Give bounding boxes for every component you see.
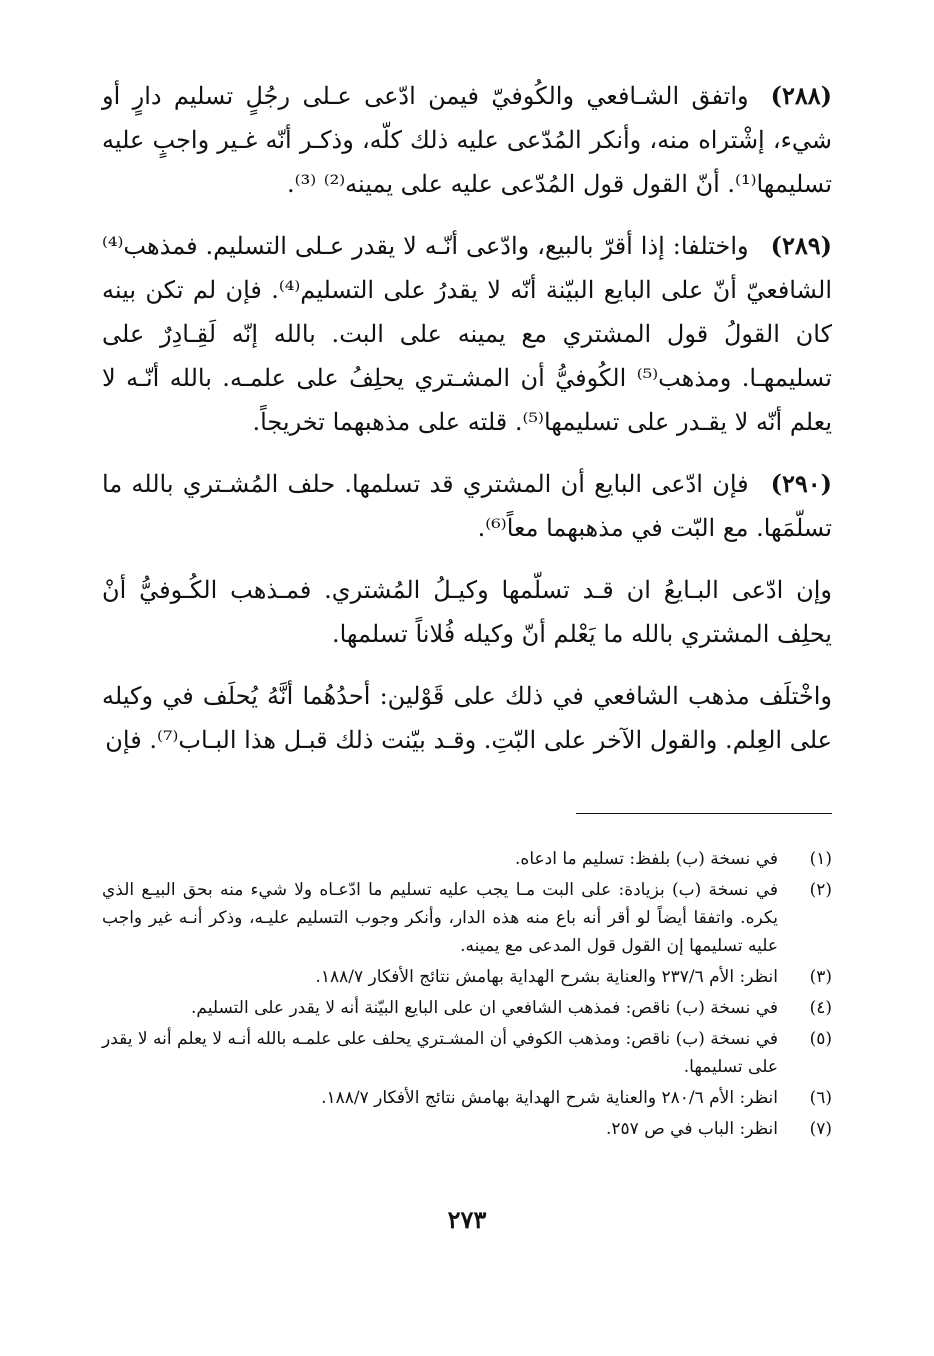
page-number: ٢٧٣ <box>447 1205 487 1234</box>
paragraph-number: (٢٨٨) <box>770 81 832 110</box>
footnote-text: في نسخة (ب) بزيادة: على البت مـا يجب عليه تسليم ما ادّعـاه ولا شيء منه بحق البيـع الذي يكره. واتفقا أيضاً لو أقر أنه باع منه هذه الدار، وأنكر وجوب التسليم عليـه، وذكر أنـه غير واجب عليه تسليمها إن القول قول المدعى مع يمينه. <box>102 880 778 956</box>
footnote-text: انظر: الباب في ص ٢٥٧. <box>606 1119 778 1139</box>
footnote-item <box>102 1025 832 1081</box>
paragraph-agent-claim <box>102 568 832 656</box>
paragraph-text: فإن ادّعى البايع أن المشتري قد تسلمها. حلف المُشـتري بالله ما تسلّمَها. مع البّت في مذهبهما معاً⁽⁶⁾. <box>102 470 832 542</box>
paragraph-number: (٢٩٠) <box>770 469 832 498</box>
footnote-number: (٣) <box>809 967 832 987</box>
footnote-item <box>102 994 832 1022</box>
footnote-item <box>102 1084 832 1112</box>
footnote-text: انظر: الأم ٢٣٧/٦ والعناية بشرح الهداية بهامش نتائج الأفكار ١٨٨/٧. <box>315 967 778 987</box>
footnote-text: في نسخة (ب) ناقص: ومذهب الكوفي أن المشـتري يحلف على علمـه بالله أنـه لا يعلم أنه لا يقدر على تسليمها. <box>102 1029 778 1077</box>
paragraph-288 <box>102 74 832 206</box>
footnote-number: (٤) <box>809 998 832 1018</box>
footnote-text: في نسخة (ب) بلفظ: تسليم ما ادعاه. <box>515 849 778 869</box>
footnote-item <box>102 963 832 991</box>
main-text <box>102 74 832 780</box>
paragraph-289 <box>102 224 832 444</box>
footnote-number: (٧) <box>809 1119 832 1139</box>
footnote-number: (٥) <box>809 1029 832 1049</box>
paragraph-text: وإن ادّعى البـايعُ ان قـد تسلّمها وكيـلُ المُشتري. فمـذهب الكُـوفيُّ أنْ يحلِف المشتري بالله ما يَعْلم أنّ وكيله فُلاناً تسلمها. <box>102 576 832 648</box>
footnote-item <box>102 876 832 960</box>
footnote-text: انظر: الأم ٢٨٠/٦ والعناية شرح الهداية بهامش نتائج الأفكار ١٨٨/٧. <box>321 1088 778 1108</box>
paragraph-text: واخْتلَف مذهب الشافعي في ذلك على قَوْلين: أحدُهُما أنَّهُ يُحلَف في وكيله على العِلم. والقول الآخر على البّتِ. وقـد بيّنت ذلك قبـل هذا البـاب⁽⁷⁾. فإن <box>102 682 832 754</box>
paragraph-number: (٢٨٩) <box>770 231 832 260</box>
paragraph-text: واختلفا: إذا أقرّ بالبيع، وادّعى أنّـه لا يقدر عـلى التسليم. فمذهب⁽⁴⁾ الشافعيّ أنّ على البايع البيّنة أنّه لا يقدرُ على التسليم⁽⁴⁾. فإن لم تكن بينه كان القولُ قول المشتري مع يمينه على البت. بالله إنّه لَقِـادِرٌ على تسليمهـا. ومذهب⁽⁵⁾ الكُوفيُّ أن المشـتري يحلِفُ على علمـه. بالله أنّـه لا يعلم أنّه لا يقـدر على تسليمها⁽⁵⁾. قلته على مذهبهما تخريجاً. <box>102 232 832 436</box>
paragraph-290 <box>102 462 832 550</box>
paragraph-disagreement <box>102 674 832 762</box>
paragraph-text: واتفق الشـافعي والكُوفيّ فيمن ادّعى عـلى رجُلٍ تسليم دارٍ أو شيء، إشْتراه منه، وأنكر المُدّعى عليه ذلك كلّه، وذكـر أنّه غـير واجبٍ عليه تسليمها⁽¹⁾. أنّ القول قول المُدّعى عليه على يمينه⁽²⁾ ⁽³⁾. <box>102 82 832 198</box>
footnote-number: (١) <box>809 849 832 869</box>
footnote-number: (٢) <box>809 880 832 900</box>
footnotes <box>102 845 832 1146</box>
footnote-divider <box>576 813 832 814</box>
footnote-number: (٦) <box>809 1088 832 1108</box>
footnote-item <box>102 845 832 873</box>
footnote-text: في نسخة (ب) ناقص: فمذهب الشافعي ان على البايع البيّنة أنه لا يقدر على التسليم. <box>191 998 778 1018</box>
footnote-item <box>102 1115 832 1143</box>
